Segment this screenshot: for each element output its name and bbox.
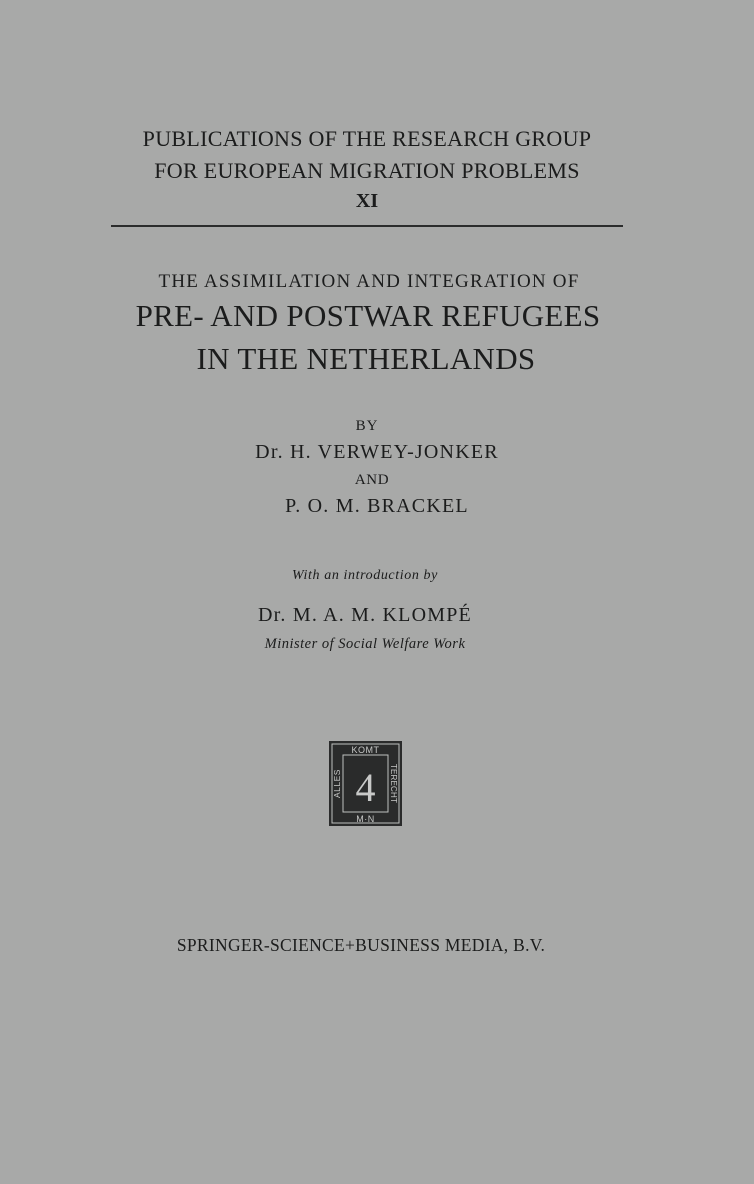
series-title-line-1: PUBLICATIONS OF THE RESEARCH GROUP	[142, 126, 592, 151]
introduction-author-role: Minister of Social Welfare Work	[264, 636, 466, 652]
and-label: AND	[354, 472, 390, 488]
logo-left-text: ALLES	[332, 769, 342, 798]
logo-right-text: TERECHT	[389, 763, 398, 804]
logo-bottom-text: M·N	[356, 814, 375, 824]
publisher-logo-icon	[329, 741, 402, 826]
book-title-line-2: IN THE NETHERLANDS	[196, 341, 536, 376]
author-name-2: P. O. M. BRACKEL	[285, 495, 469, 517]
book-title-prefix: THE ASSIMILATION AND INTEGRATION OF	[158, 271, 580, 292]
book-title-line-1: PRE- AND POSTWAR REFUGEES	[135, 298, 601, 333]
horizontal-divider	[111, 225, 623, 227]
logo-top-text: KOMT	[351, 745, 380, 755]
introduction-label: With an introduction by	[292, 568, 438, 583]
series-volume-number: XI	[355, 190, 379, 212]
publisher-name: SPRINGER-SCIENCE+BUSINESS MEDIA, B.V.	[176, 935, 546, 955]
logo-center-text: 4	[355, 765, 376, 810]
by-label: BY	[355, 418, 379, 434]
author-name-1: Dr. H. VERWEY-JONKER	[255, 441, 499, 463]
introduction-author: Dr. M. A. M. KLOMPÉ	[258, 604, 472, 626]
series-title-line-2: FOR EUROPEAN MIGRATION PROBLEMS	[154, 158, 580, 183]
